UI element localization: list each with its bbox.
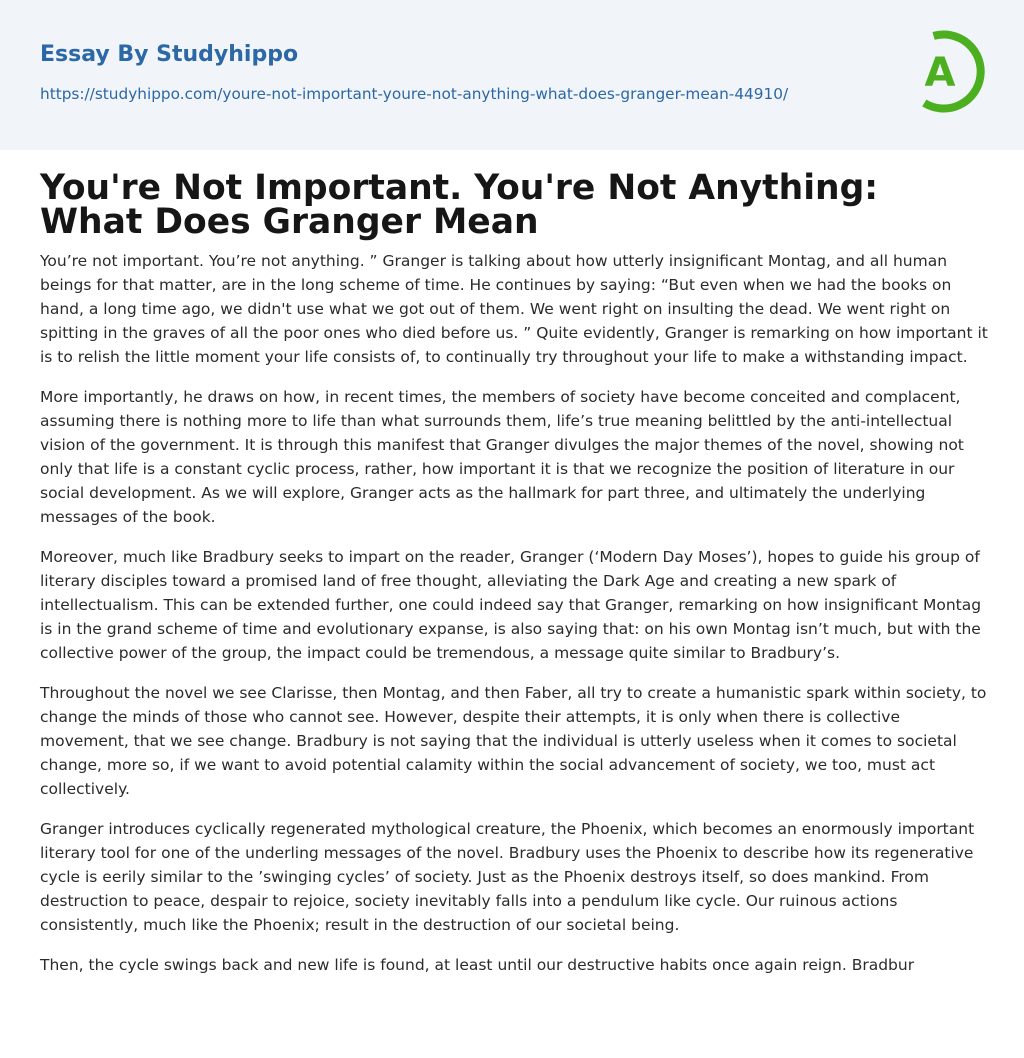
logo-letter: A xyxy=(924,50,956,96)
site-brand-title[interactable]: Essay By Studyhippo xyxy=(40,42,299,67)
essay-paragraph: More importantly, he draws on how, in recent times, the members of society have become conceited and complacent, assuming there is nothing more to life than what surrounds them, life’s true meaning belittled by the anti-intellectual vision of the government. It is through this manifest that Granger divulges the major themes of the novel, showing not only that life is a constant cyclic process, rather, how important it is that we recognize the position of literature in our social development. As we will explore, Granger acts as the hallmark for part three, and ultimately the underlying messages of the book. xyxy=(40,388,964,526)
essay-title: You're Not Important. You're Not Anything: What Does Granger Mean xyxy=(40,168,879,242)
essay-paragraph: Throughout the novel we see Clarisse, then Montag, and then Faber, all try to create a humanistic spark within society, to change the minds of those who cannot see. However, despite their attempts, it is only when there is collective movement, that we see change. Bradbury is not saying that the individual is utterly useless when it comes to societal change, more so, if we want to avoid potential calamity within the social advancement of society, we too, must act collectively. xyxy=(40,684,987,798)
essay-paragraph: Then, the cycle swings back and new life is found, at least until our destructive habits once again reign. Bradbur xyxy=(40,956,915,974)
essay-body xyxy=(40,249,990,993)
essay-paragraph: Moreover, much like Bradbury seeks to impart on the reader, Granger (‘Modern Day Moses’), hopes to guide his group of literary disciples toward a promised land of free thought, alleviating the Dark Age and creating a new spark of intellectualism. This can be extended further, one could indeed say that Granger, remarking on how insignificant Montag is in the grand scheme of time and evolutionary expanse, is also saying that: on his own Montag isn’t much, but with the collective power of the group, the impact could be tremendous, a message quite similar to Bradbury’s. xyxy=(40,548,982,662)
essay-paragraph: You’re not important. You’re not anything. ” Granger is talking about how utterly insignificant Montag, and all human beings for that matter, are in the long scheme of time. He continues by saying: “But even when we had the books on hand, a long time ago, we didn't use what we got out of them. We went right on insulting the dead. We went right on spitting in the graves of all the poor ones who died before us. ” Quite evidently, Granger is remarking on how important it is to relish the little moment your life consists of, to continually try throughout your life to make a withstanding impact. xyxy=(40,252,988,366)
studyhippo-a-logo-icon[interactable] xyxy=(906,26,990,118)
essay-paragraph: Granger introduces cyclically regenerated mythological creature, the Phoenix, which becomes an enormously important literary tool for one of the underling messages of the novel. Bradbury uses the Phoenix to describe how its regenerative cycle is eerily similar to the ’swinging cycles’ of society. Just as the Phoenix destroys itself, so does mankind. From destruction to peace, despair to rejoice, society inevitably falls into a pendulum like cycle. Our ruinous actions consistently, much like the Phoenix; result in the destruction of our societal being. xyxy=(40,820,975,934)
essay-url-link[interactable]: https://studyhippo.com/youre-not-important-youre-not-anything-what-does-granger-mean-44910/ xyxy=(40,85,789,103)
site-header xyxy=(0,0,1024,150)
